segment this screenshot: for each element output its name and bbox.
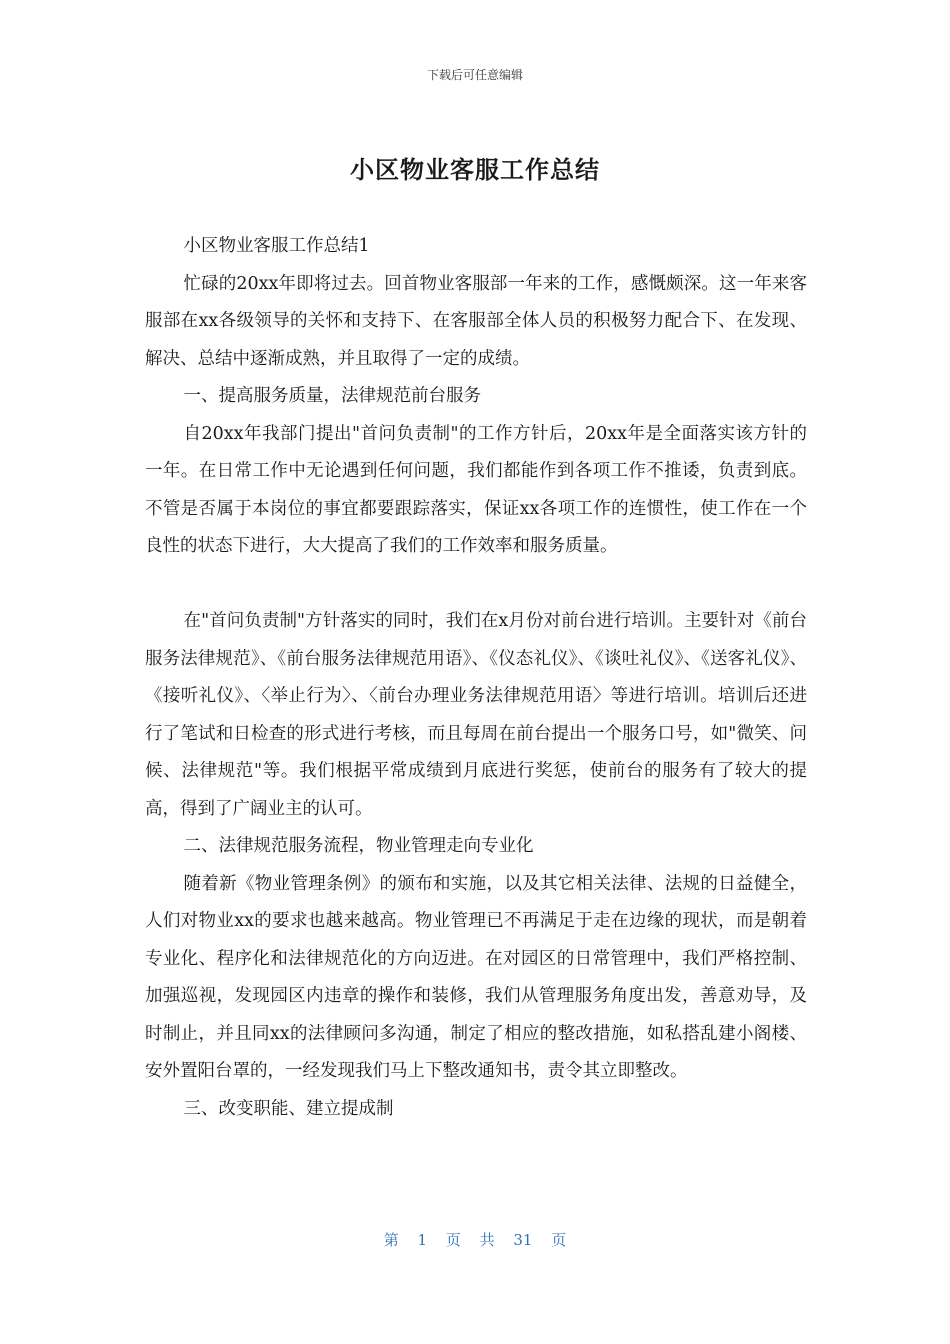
section-heading-3: 三、改变职能、建立提成制 xyxy=(183,1098,394,1119)
body-paragraph: 自20xx年我部门提出"首问负责制"的工作方针后，20xx年是全面落实该方针的一年。在日常工作中无论遇到任何问题，我们都能作到各项工作不推诿，负责到底。不管是否属于本岗位的事宜都要跟踪落实，保证xx各项工作的连惯性，使工作在一个良性的状态下进行，大大提高了我们的工作效率和服务质量。 xyxy=(145,423,807,556)
document-title: 小区物业客服工作总结 xyxy=(350,156,600,184)
section-heading-1: 一、提高服务质量，法律规范前台服务 xyxy=(183,386,481,406)
body-paragraph: 随着新《物业管理条例》的颁布和实施，以及其它相关法律、法规的日益健全，人们对物业xx的要求也越来越高。物业管理已不再满足于走在边缘的现状，而是朝着专业化、程序化和法律规范化的方向迈进。在对园区的日常管理中，我们严格控制、加强巡视，发现园区内违章的操作和装修，我们从管理服务角度出发，善意劝导，及时制止，并且同xx的法律顾问多沟通，制定了相应的整改措施，如私搭乱建小阁楼、安外置阳台罩的，一经发现我们马上下整改通知书，责令其立即整改。 xyxy=(145,873,807,1081)
document-body xyxy=(145,228,807,1128)
body-paragraph: 在"首问负责制"方针落实的同时，我们在x月份对前台进行培训。主要针对《前台服务法律规范》、《前台服务法律规范用语》、《仪态礼仪》、《谈吐礼仪》、《送客礼仪》、《接听礼仪》、〈举止行为〉、〈前台办理业务法律规范用语〉等进行培训。培训后还进行了笔试和日检查的形式进行考核，而且每周在前台提出一个服务口号，如"微笑、问候、法律规范"等。我们根据平常成绩到月底进行奖惩，使前台的服务有了较大的提高，得到了广阔业主的认可。 xyxy=(145,611,807,819)
subtitle-paragraph: 小区物业客服工作总结1 xyxy=(183,236,370,256)
page-number-footer: 第 1 页 共 31 页 xyxy=(383,1231,567,1249)
header-note: 下载后可任意编辑 xyxy=(426,68,523,82)
intro-paragraph: 忙碌的20xx年即将过去。回首物业客服部一年来的工作，感慨颇深。这一年来客服部在xx各级领导的关怀和支持下、在客服部全体人员的积极努力配合下、在发现、解决、总结中逐渐成熟，并且取得了一定的成绩。 xyxy=(145,273,807,369)
section-heading-2: 二、法律规范服务流程，物业管理走向专业化 xyxy=(183,836,534,856)
